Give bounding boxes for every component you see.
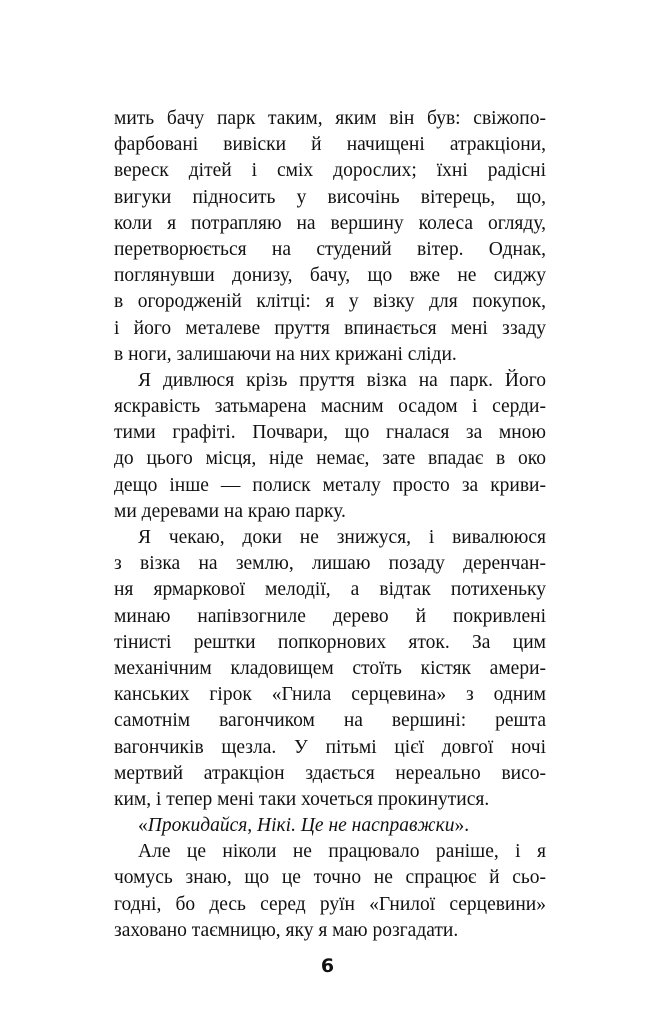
text-line: поглянувши донизу, бачу, що вже не сиджу — [114, 265, 546, 287]
text-line: дещо інше — полиск металу просто за криви- — [114, 474, 546, 496]
paragraph — [114, 368, 546, 525]
text-line: механічним кладовищем стоїть кістяк амери- — [114, 657, 546, 679]
text-line: мертвий атракціон здається нереально висо- — [114, 762, 546, 784]
text-line: ми деревами на краю парку. — [114, 500, 346, 522]
text-line: ким, і тепер мені таки хочеться прокинутися. — [114, 788, 490, 810]
text-line: годні, бо десь серед руїн «Гнилої серцевини» — [114, 893, 546, 915]
text-line: з візка на землю, лишаю позаду деренчан- — [114, 553, 546, 575]
text-line: і його металеве пруття впинається мені ззаду — [114, 317, 546, 339]
quote-line — [114, 813, 546, 839]
body-text — [114, 106, 546, 944]
quote-close-mark: ». — [454, 815, 470, 837]
quote-paragraph — [114, 813, 546, 839]
text-line: чомусь знаю, що це точно не спрацює й сьо- — [114, 867, 546, 889]
text-line: Я чекаю, доки не знижуся, і вивалююся — [138, 527, 546, 548]
text-line: перетворюється на студений вітер. Однак, — [114, 238, 546, 260]
text-line: яскравість затьмарена масним осадом і серди- — [114, 396, 546, 418]
paragraph — [114, 839, 546, 944]
text-line: ня ярмаркової мелодії, а відтак потихеньку — [114, 579, 546, 601]
text-line: в огородженій клітці: я у візку для покупок, — [114, 291, 546, 313]
quote-open-mark: « — [138, 815, 148, 837]
paragraph — [114, 525, 546, 813]
text-line: в ноги, залишаючи на них крижані сліди. — [114, 343, 457, 365]
text-line: Я дивлюся крізь пруття візка на парк. Його — [138, 369, 546, 391]
text-line: вигуки підносить у височінь вітерець, що, — [114, 186, 546, 208]
text-line: тими графіті. Почвари, що гналася за мною — [114, 422, 546, 444]
quote-text: Прокидайся, Нікі. Це не насправжки — [147, 815, 455, 837]
text-line: тінисті рештки попкорнових яток. За цим — [114, 631, 546, 653]
text-line: фарбовані вивіски й начищені атракціони, — [114, 134, 546, 156]
page-number: 6 — [320, 955, 335, 977]
text-line: минаю напівзогниле дерево й покривлені — [114, 605, 546, 627]
text-line: вагончиків щезла. У пітьмі цієї довгої ночі — [114, 736, 546, 758]
text-line: до цього місця, ніде немає, зате впадає в око — [114, 448, 546, 470]
text-line: заховано таємницю, яку я маю розгадати. — [114, 919, 459, 941]
text-line: коли я потрапляю на вершину колеса огляду, — [114, 212, 546, 234]
text-line: мить бачу парк таким, яким він був: свіжопо- — [114, 108, 546, 129]
text-line: самотнім вагончиком на вершині: решта — [114, 710, 546, 732]
text-line: вереск дітей і сміх дорослих; їхні радісні — [114, 160, 546, 182]
paragraph — [114, 106, 546, 368]
text-line: Але це ніколи не працювало раніше, і я — [138, 841, 546, 863]
text-line: канських гірок «Гнила серцевина» з одним — [114, 684, 546, 706]
